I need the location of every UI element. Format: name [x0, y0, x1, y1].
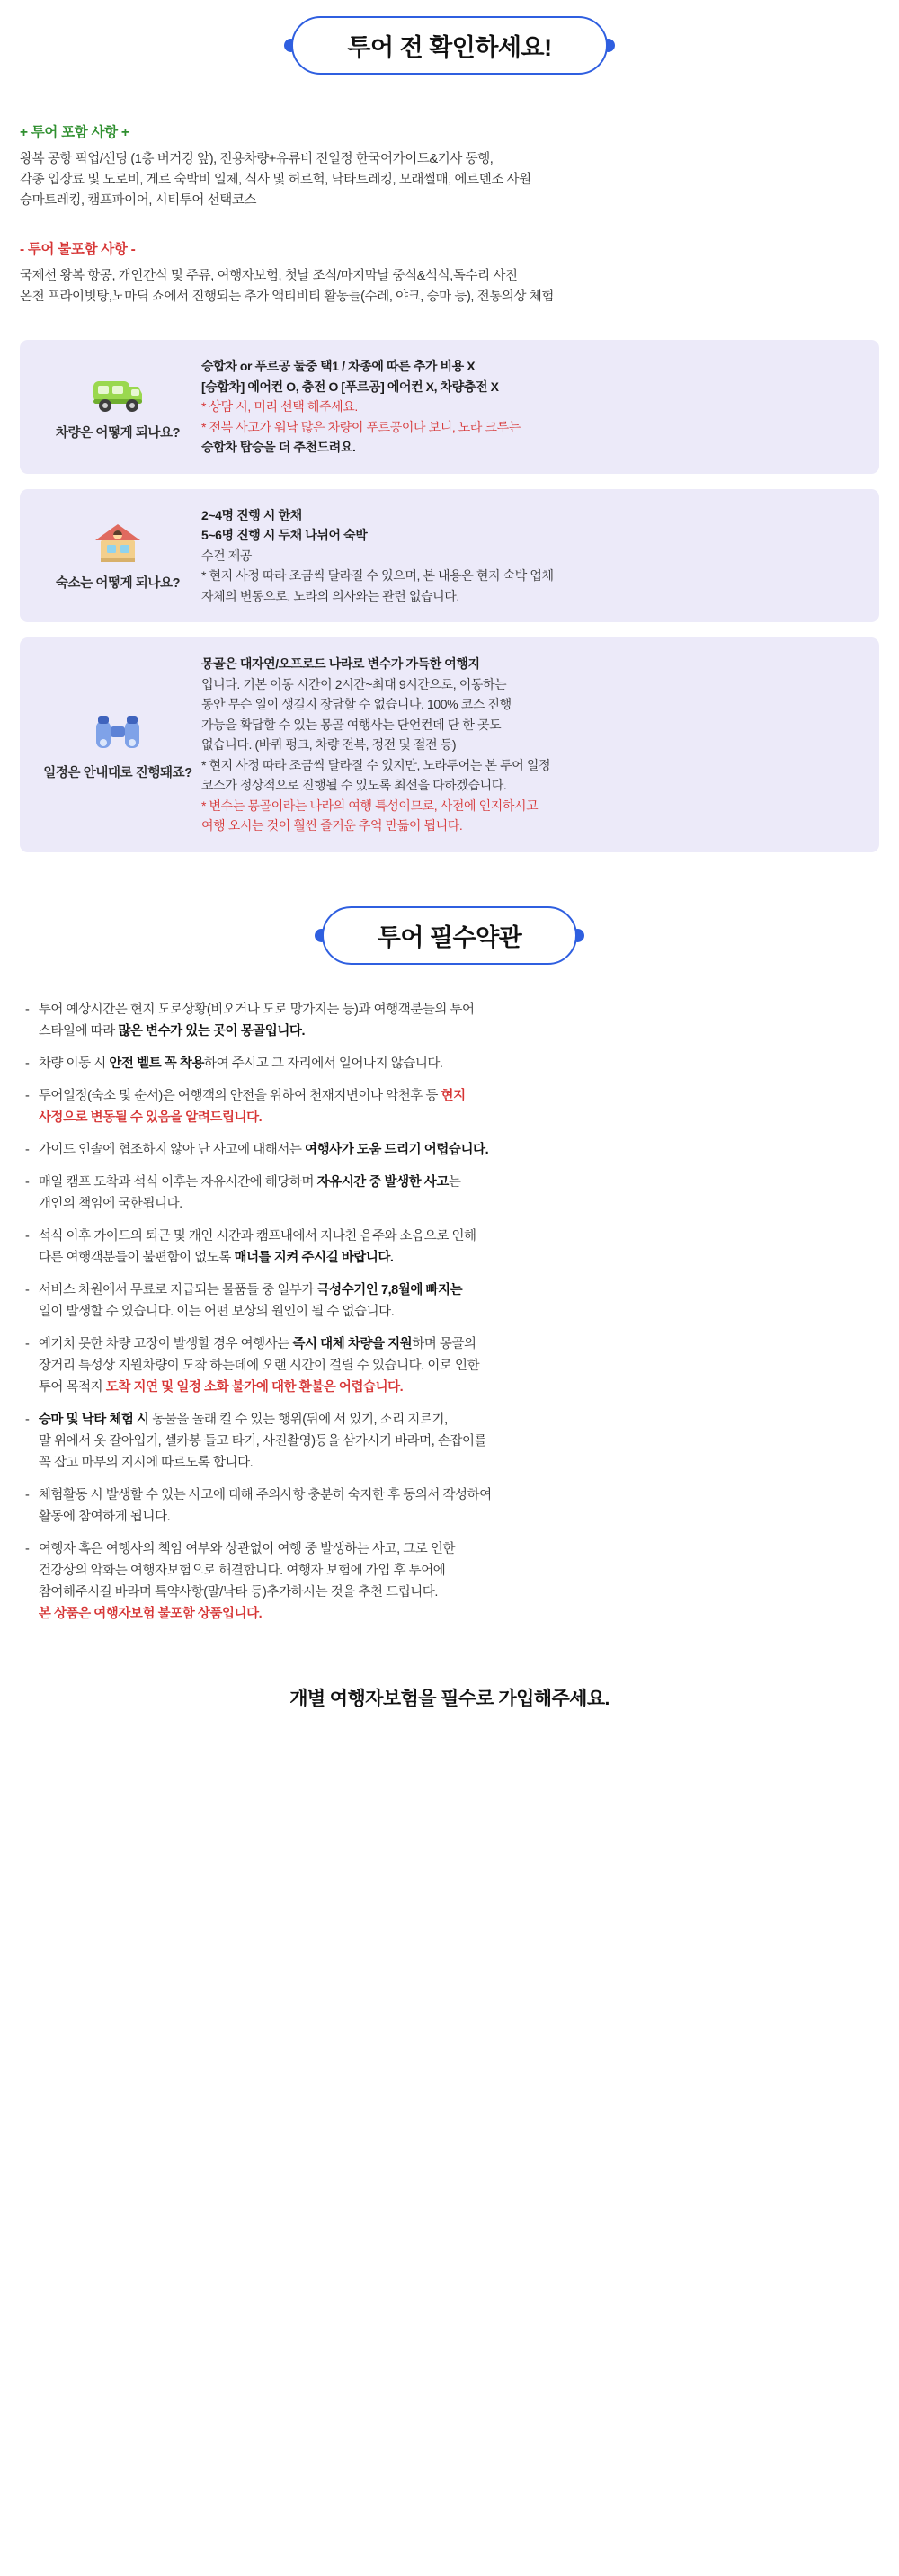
exclude-line: 온천 프라이빗탕,노마딕 쇼에서 진행되는 추가 액티비티 활동들(수레, 야크, 승마 등), 전통의상 체험: [20, 290, 554, 304]
include-title: + 투어 포함 사항 +: [20, 125, 129, 140]
term-text: 여행자 혹은 여행사의 책임 여부와 상관없이 여행 중 발생하는 사고, 그로 인한 건강상의 악화는 여행자보험으로 해결합니다. 여행자 보험에 가입 후 투어에 참여해주시길 바라며 특약사항(말/낙타 등)추가하시는 것을 추천 드립니다. 본 상품은 여행자보험 불포함 상품입니다.: [38, 1541, 456, 1621]
term-item: [23, 1172, 868, 1215]
term-bullet-icon: -: [25, 1228, 30, 1243]
term-item: [23, 1484, 868, 1528]
include-line: 왕복 공항 픽업/샌딩 (1층 버거킹 앞), 전용차량+유류비 전일정 한국어가이드&기사 동행,: [20, 152, 494, 166]
term-bullet-icon: -: [25, 1412, 30, 1427]
faq-list: [0, 340, 899, 852]
footer-notice-text: 개별 여행자보험을 필수로 가입해주세요.: [289, 1688, 610, 1709]
term-bullet-icon: -: [25, 1088, 30, 1103]
section-title-pill: [322, 906, 578, 965]
term-bullet-icon: -: [25, 1487, 30, 1502]
section-header-terms: [0, 852, 899, 974]
term-item: [23, 1226, 868, 1269]
exclude-title: - 투어 불포함 사항 -: [20, 242, 136, 257]
term-text: 차량 이동 시 안전 벨트 꼭 착용하여 주시고 그 자리에서 일어나지 않습니다.: [38, 1056, 443, 1071]
faq-question: 일정은 안내대로 진행돼죠?: [43, 765, 192, 780]
exclude-line: 국제선 왕복 항공, 개인간식 및 주류, 여행자보험, 첫날 조식/마지막날 중식&석식,독수리 사진: [20, 269, 518, 283]
faq-answer-line: 동안 무슨 일이 생길지 장담할 수 없습니다. 100% 코스 진행: [201, 697, 512, 711]
faq-answer-line: 수건 제공: [201, 548, 252, 563]
faq-card: [20, 489, 879, 623]
term-bullet-icon: -: [25, 1282, 30, 1297]
section-header-tour-check: [0, 0, 899, 84]
term-item: [23, 1139, 868, 1161]
faq-answer-line: 승합차 or 푸르공 둘중 택1 / 차종에 따른 추가 비용 X: [201, 359, 476, 373]
term-text: 승마 및 낙타 체험 시 동물을 놀래 킬 수 있는 행위(뒤에 서 있기, 소리 지르기, 말 위에서 옷 갈아입기, 셀카봉 들고 타기, 사진촬영)등을 삼가시기 바라며, 손잡이를 꼭 잡고 마부의 지시에 따르도록 합니다.: [38, 1412, 487, 1470]
section-title-pill: [291, 16, 607, 75]
term-item: [23, 999, 868, 1042]
include-line: 승마트레킹, 캠프파이어, 시티투어 선택코스: [20, 193, 257, 208]
faq-answer-note: 여행 오시는 것이 훨씬 즐거운 추억 만듦이 됩니다.: [201, 818, 463, 833]
faq-answer-note: * 변수는 몽골이라는 나라의 여행 특성이므로, 사전에 인지하시고: [201, 798, 539, 813]
faq-card: [20, 637, 879, 852]
faq-answer-line: 없습니다. (바퀴 펑크, 차량 전복, 정전 및 절전 등): [201, 737, 457, 752]
term-text: 가이드 인솔에 협조하지 않아 난 사고에 대해서는 여행사가 도움 드리기 어렵습니다.: [38, 1142, 489, 1157]
faq-answer-note: * 현지 사정 따라 조금씩 달라질 수 있지만, 노라투어는 본 투어 일정: [201, 757, 551, 772]
term-item: [23, 1333, 868, 1398]
faq-answer-note: 승합차 탑승을 더 추천드려요.: [201, 440, 356, 454]
term-bullet-icon: -: [25, 1541, 30, 1556]
faq-card-right: [198, 505, 861, 607]
faq-card-left: [38, 654, 198, 836]
term-text: 매일 캠프 도착과 석식 이후는 자유시간에 해당하며 자유시간 중 발생한 사고는 개인의 책임에 국한됩니다.: [38, 1174, 461, 1211]
term-bullet-icon: -: [25, 1056, 30, 1071]
faq-card-right: [198, 654, 861, 836]
faq-answer-line: 가능을 확답할 수 있는 몽골 여행사는 단언컨데 단 한 곳도: [201, 717, 502, 732]
faq-answer-note: * 상담 시, 미리 선택 해주세요.: [201, 399, 358, 414]
term-item: [23, 1053, 868, 1074]
term-text: 석식 이후 가이드의 퇴근 및 개인 시간과 캠프내에서 지나친 음주와 소음으로 인해 다른 여행객분들이 불편함이 없도록 매너를 지켜 주시길 바랍니다.: [38, 1228, 476, 1265]
faq-answer-line: 입니다. 기본 이동 시간이 2시간~최대 9시간으로, 이동하는: [201, 676, 507, 691]
faq-card: [20, 340, 879, 474]
faq-answer-note: 자체의 변동으로, 노라의 의사와는 관련 없습니다.: [201, 588, 459, 603]
footer-notice: [0, 1661, 899, 1738]
term-bullet-icon: -: [25, 1142, 30, 1157]
term-item: [23, 1279, 868, 1323]
house-icon: [90, 519, 146, 566]
faq-question: 차량은 어떻게 되나요?: [55, 425, 181, 441]
term-bullet-icon: -: [25, 1336, 30, 1351]
term-text: 서비스 차원에서 무료로 지급되는 물품들 중 일부가 극성수기인 7,8월에 빠지는 일이 발생할 수 있습니다. 이는 어떤 보상의 원인이 될 수 없습니다.: [38, 1282, 463, 1319]
term-text: 투어일정(숙소 및 순서)은 여행객의 안전을 위하여 천재지변이나 악천후 등 현지 사정으로 변동될 수 있음을 알려드립니다.: [38, 1088, 466, 1125]
term-item: [23, 1538, 868, 1625]
van-icon: [90, 372, 146, 415]
faq-answer-line: 5~6명 진행 시 두채 나뉘어 숙박: [201, 528, 368, 542]
faq-answer-note: 코스가 정상적으로 진행될 수 있도록 최선을 다하겠습니다.: [201, 778, 507, 792]
include-line: 각종 입장료 및 도로비, 게르 숙박비 일체, 식사 및 허르헉, 낙타트레킹, 모래썰매, 에르덴조 사원: [20, 173, 531, 187]
include-block: [0, 121, 899, 211]
faq-card-left: [38, 505, 198, 607]
faq-answer-note: * 전복 사고가 워낙 많은 차량이 푸르공이다 보니, 노라 크루는: [201, 419, 521, 434]
exclude-block: [0, 238, 899, 308]
term-bullet-icon: -: [25, 1002, 30, 1017]
faq-answer-line: 몽골은 대자연/오프로드 나라로 변수가 가득한 여행지: [201, 656, 480, 671]
terms-list: [0, 999, 899, 1625]
faq-card-right: [198, 356, 861, 458]
binoculars-icon: [90, 709, 146, 755]
faq-answer-note: * 현지 사정 따라 조금씩 달라질 수 있으며, 본 내용은 현지 숙박 업체: [201, 568, 554, 583]
term-text: 체험활동 시 발생할 수 있는 사고에 대해 주의사항 충분히 숙지한 후 동의서 작성하여 활동에 참여하게 됩니다.: [38, 1487, 492, 1524]
term-bullet-icon: -: [25, 1174, 30, 1190]
term-text: 예기치 못한 차량 고장이 발생할 경우 여행사는 즉시 대체 차량을 지원하며 몽골의 장거리 특성상 지원차량이 도착 하는데에 오랜 시간이 걸릴 수 있습니다. 이로 인한 투어 목적지 도착 지연 및 일정 소화 불가에 대한 환불은 어렵습니다.: [38, 1336, 480, 1395]
faq-question: 숙소는 어떻게 되나요?: [55, 576, 181, 592]
term-item: [23, 1085, 868, 1128]
term-item: [23, 1409, 868, 1474]
faq-card-left: [38, 356, 198, 458]
faq-answer-line: [승합차] 에어컨 O, 충전 O [푸르공] 에어컨 X, 차량충전 X: [201, 379, 499, 394]
term-text: 투어 예상시간은 현지 도로상황(비오거나 도로 망가지는 등)과 여행객분들의 투어 스타일에 따라 많은 변수가 있는 곳이 몽골입니다.: [38, 1002, 475, 1038]
section-title-text: 투어 전 확인하세요!: [347, 34, 552, 61]
faq-answer-line: 2~4명 진행 시 한채: [201, 507, 302, 522]
section-title-text: 투어 필수약관: [377, 923, 522, 951]
